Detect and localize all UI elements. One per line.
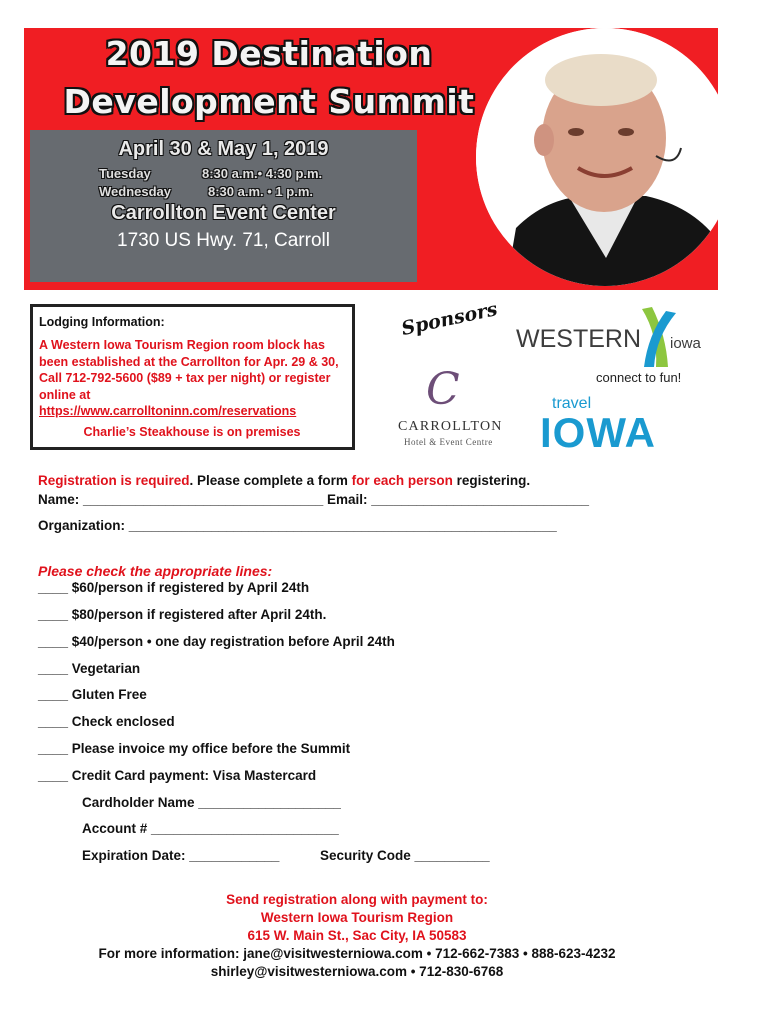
cardholder-field[interactable]: Cardholder Name ___________________ (82, 795, 341, 810)
sponsors-label: Sponsors (399, 298, 500, 340)
intro-text-1: . Please complete a form (189, 473, 352, 488)
title-line-1: 2019 Destination (105, 34, 433, 73)
expiration-field[interactable]: Expiration Date: ____________ (82, 848, 280, 863)
info-line-2: shirley@visitwesterniowa.com • 712-830-6768 (210, 964, 504, 979)
lodging-note: Charlie’s Steakhouse is on premises (83, 424, 301, 439)
schedule-time-2: 8:30 a.m. • 1 p.m. (208, 184, 313, 199)
send-line-2: Western Iowa Tourism Region (260, 910, 454, 925)
venue-address: 1730 US Hwy. 71, Carroll (117, 230, 330, 251)
iowa-wordmark: iowa (670, 335, 701, 352)
registration-intro (38, 473, 530, 488)
event-dates: April 30 & May 1, 2019 (118, 138, 329, 160)
lodging-text: A Western Iowa Tourism Region room block has been established at the Carrollton for Apr. 29 & 30, Call 712-792-5600 ($89 + tax per night) or register online at (39, 338, 339, 402)
venue-name: Carrollton Event Center (111, 202, 336, 224)
reservation-link[interactable]: https://www.carrolltoninn.com/reservations (39, 404, 297, 418)
option-credit-card[interactable]: ____ Credit Card payment: Visa Mastercard (38, 768, 317, 783)
carrollton-c-icon: C (426, 364, 460, 415)
email-field[interactable]: Email: _____________________________ (323, 492, 590, 507)
travel-iowa-logo (540, 395, 690, 457)
option-gluten-free[interactable]: ____ Gluten Free (38, 687, 147, 702)
option-early-rate[interactable]: ____ $60/person if registered by April 24th (38, 580, 310, 595)
option-vegetarian[interactable]: ____ Vegetarian (38, 661, 141, 676)
lodging-heading: Lodging Information: (39, 315, 165, 329)
check-heading: Please check the appropriate lines: (38, 563, 273, 579)
event-details-box (30, 130, 417, 282)
option-late-rate[interactable]: ____ $80/person if registered after April 24th. (38, 607, 327, 622)
security-code-field[interactable]: Security Code __________ (320, 848, 490, 863)
send-line-1: Send registration along with payment to: (226, 892, 488, 907)
schedule-day-1: Tuesday (99, 166, 151, 181)
schedule-time-1: 8:30 a.m.• 4:30 p.m. (202, 166, 323, 181)
iowa-big-wordmark: IOWA (540, 409, 656, 456)
travel-wordmark: travel (552, 395, 592, 412)
speaker-portrait-image (476, 28, 734, 286)
intro-required: Registration is required (38, 473, 190, 488)
title-line-2: Development Summit (63, 82, 475, 121)
intro-text-2: registering. (452, 473, 531, 488)
name-email-line (38, 492, 589, 507)
western-wordmark: WESTERN (516, 325, 641, 353)
western-tagline: connect to fun! (596, 370, 682, 385)
name-field[interactable]: Name: ________________________________ (38, 492, 324, 507)
carrollton-sub: Hotel & Event Centre (404, 437, 493, 447)
carrollton-name: CARROLLTON (398, 419, 503, 434)
carrollton-logo (398, 364, 502, 452)
header-banner (24, 28, 718, 290)
send-line-3: 615 W. Main St., Sac City, IA 50583 (247, 928, 467, 943)
option-check-enclosed[interactable]: ____ Check enclosed (38, 714, 175, 729)
info-line-1: For more information: jane@visitwesterniowa.com • 712-662-7383 • 888-623-4232 (98, 946, 616, 961)
speaker-photo (476, 28, 734, 286)
option-one-day[interactable]: ____ $40/person • one day registration before April 24th (38, 634, 395, 649)
lodging-info-box (30, 304, 355, 450)
intro-each-person: for each person (351, 473, 453, 488)
option-invoice[interactable]: ____ Please invoice my office before the Summit (38, 741, 351, 756)
account-field[interactable]: Account # _________________________ (82, 821, 339, 836)
organization-field[interactable]: Organization: _________________________________________________________ (38, 518, 557, 533)
schedule-day-2: Wednesday (99, 184, 172, 199)
